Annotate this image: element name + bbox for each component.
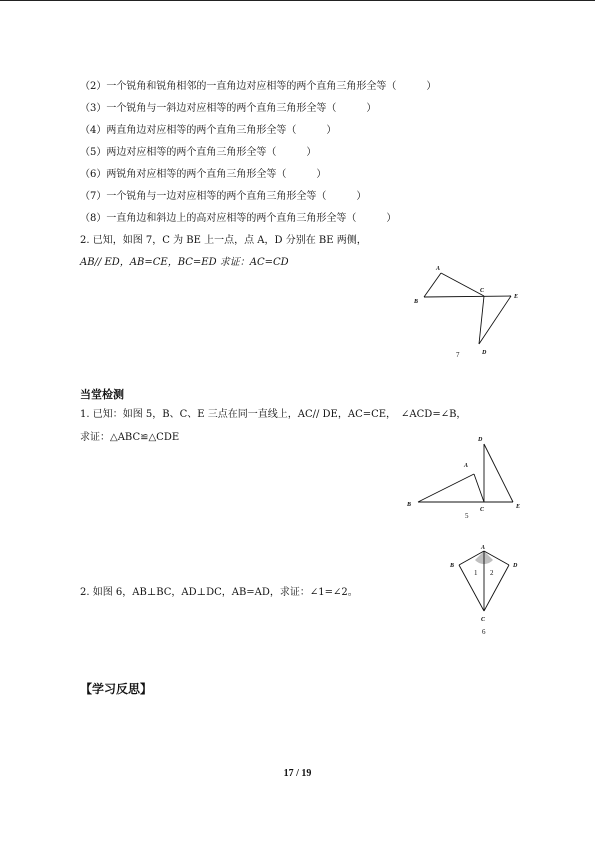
figure-5 [400, 432, 540, 524]
label-a: A [481, 545, 486, 551]
condition-item: （7）一个锐角与一边对应相等的两个直角三角形全等（ ） [80, 191, 367, 202]
figure-caption: 6 [482, 628, 486, 636]
label-d: D [482, 350, 487, 356]
angle-1-label: 1 [474, 569, 478, 577]
condition-item: （3）一个锐角与一斜边对应相等的两个直角三角形全等（ ） [80, 103, 377, 114]
label-b: B [450, 563, 455, 569]
label-d: D [513, 563, 518, 569]
label-b: B [414, 299, 419, 305]
figure-6 [440, 540, 530, 640]
label-e: E [516, 504, 521, 510]
label-c: C [481, 617, 486, 623]
problem2-statement: 2. 已知，如图 7，C 为 BE 上一点，点 A，D 分别在 BE 两侧， [80, 235, 367, 246]
check1-prove: 求证：△ABC≌△CDE [80, 432, 180, 443]
label-c: C [480, 507, 485, 513]
check2-statement: 2. 如图 6，AB⊥BC，AD⊥DC，AB=AD，求证：∠1=∠2。 [80, 587, 358, 598]
label-e: E [514, 294, 519, 300]
section-title: 当堂检测 [80, 388, 124, 401]
condition-item: （8）一直角边和斜边上的高对应相等的两个直角三角形全等（ ） [80, 213, 397, 224]
label-d: D [478, 437, 483, 443]
figure-caption: 5 [465, 512, 469, 520]
condition-item: （6）两锐角对应相等的两个直角三角形全等（ ） [80, 169, 327, 180]
header-rule [0, 0, 595, 1]
figure-caption: 7 [456, 351, 460, 359]
figure-7 [400, 258, 540, 363]
label-b: B [407, 502, 412, 508]
angle-2-label: 2 [490, 569, 494, 577]
problem2-conditions: AB// ED，AB=CE，BC=ED 求证：AC=CD [80, 257, 289, 268]
condition-item: （5）两边对应相等的两个直角三角形全等（ ） [80, 147, 317, 158]
condition-item: （4）两直角边对应相等的两个直角三角形全等（ ） [80, 125, 337, 136]
condition-item: （2）一个锐角和锐角相邻的一直角边对应相等的两个直角三角形全等（ ） [80, 81, 437, 92]
reflection-title: 【学习反思】 [80, 682, 153, 696]
label-c: C [480, 288, 485, 294]
label-a: A [464, 463, 469, 469]
label-a: A [436, 266, 441, 272]
page-number: 17 / 19 [283, 768, 312, 779]
check1-statement: 1. 已知：如图 5，B、C、E 三点在同一直线上，AC// DE，AC=CE， ∠ACD=∠B， [80, 409, 467, 420]
